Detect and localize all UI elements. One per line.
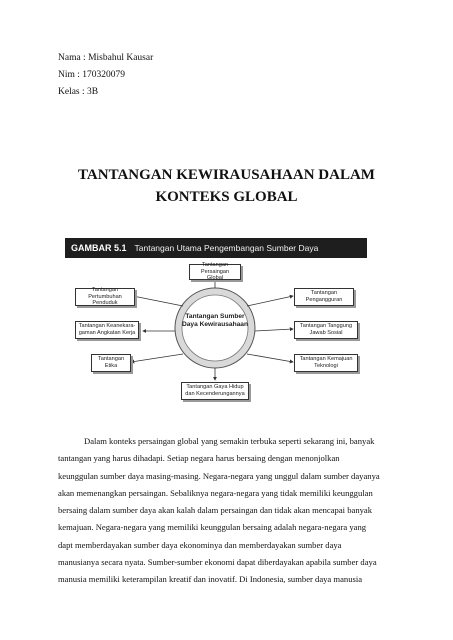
student-name: Nama : Misbahul Kausar	[58, 53, 154, 63]
paragraph-line: manusianya secara nyata. Sumber-sumber ekonomi dapat diberdayakan apabila sumber daya	[58, 557, 377, 568]
student-class: Kelas : 3B	[58, 87, 99, 97]
arrow-left1	[133, 296, 183, 306]
title-line-1: TANTANGAN KEWIRAUSAHAAN DALAM	[78, 167, 375, 183]
figure-label: GAMBAR 5.1	[71, 243, 127, 253]
arrow-right2	[255, 329, 293, 331]
document-title	[40, 164, 413, 208]
figure-banner	[65, 238, 367, 258]
paragraph-line: keunggulan sumber daya masing-masing. Negara-negara yang unggul dalam sumber dayanya	[58, 470, 380, 481]
paragraph-line: manusia memiliki keterampilan kreatif dan inovatif. Di Indonesia, sumber daya manusia	[58, 574, 363, 585]
box-tanggung-jawab-sosial: Tantangan Tanggung Jawab Sosial	[294, 321, 358, 339]
arrow-right3	[247, 354, 293, 362]
box-pengangguran: Tantangan Pengangguran	[294, 288, 354, 306]
box-kemajuan-teknologi: Tantangan Kemajuan Teknologi	[294, 354, 358, 372]
box-pertumbuhan-penduduk: Tantangan Pertumbuhan Penduduk	[75, 288, 135, 306]
challenges-diagram	[65, 258, 367, 419]
paragraph-line: akan memenangkan persaingan. Sebaliknya negara-negara yang tidak memiliki keunggulan	[58, 487, 373, 498]
paragraph-line: bersaing dalam sumber daya akan kalah dalam persaingan dan tidak akan mencapai banyak	[58, 505, 373, 516]
figure-caption: Tantangan Utama Pengembangan Sumber Daya	[134, 243, 319, 253]
title-line-2: KONTEKS GLOBAL	[155, 189, 298, 205]
box-gaya-hidup: Tantangan Gaya Hidup dan Kecenderungannya	[181, 382, 249, 400]
center-label: Tantangan Sumber Daya Kewirausahaan	[182, 313, 248, 328]
paragraph-line: kemajuan. Negara-negara yang memiliki keunggulan bersaing adalah negara-negara yang	[58, 522, 367, 533]
arrow-right1	[247, 296, 293, 306]
box-keanekaragaman-angkatan-kerja: Tantangan Keanekara-gaman Angkatan Kerja	[75, 321, 139, 339]
arrow-left3	[131, 354, 183, 362]
figure-5-1	[65, 238, 367, 419]
paragraph-line: Dalam konteks persaingan global yang semakin terbuka seperti sekarang ini, banyak	[84, 436, 375, 446]
paragraph-line: dapt memberdayakan sumber daya ekonominya dan memberdayakan sumber daya	[58, 539, 342, 550]
body-paragraph	[58, 433, 398, 589]
box-persaingan-global: Tantangan Persaingan Global	[189, 264, 241, 280]
student-nim: Nim : 170320079	[58, 70, 126, 80]
box-etika: Tantangan Etika	[91, 354, 131, 372]
paragraph-line: tantangan yang harus dihadapi. Setiap negara harus bersaing dengan menonjolkan	[58, 453, 340, 464]
